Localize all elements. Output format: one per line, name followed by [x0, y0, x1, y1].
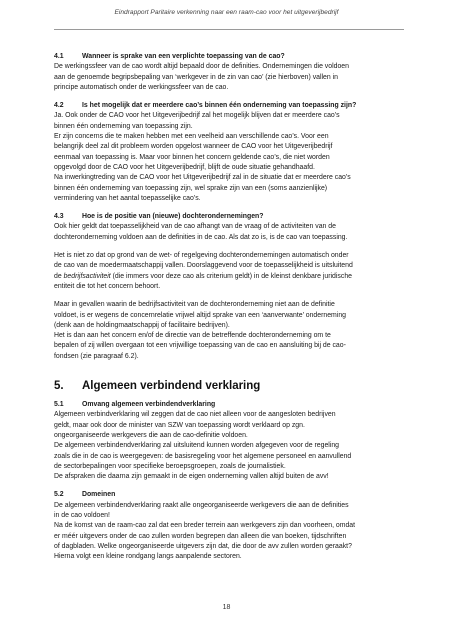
section-heading-4-1 — [54, 52, 410, 62]
chapter-heading-5 — [54, 378, 410, 394]
text-line: aan de genoemde begripsbepaling van ‘werkgever in de zin van cao’ (zie hierboven) vallen in — [54, 73, 338, 81]
text-line: dochteronderneming voldoen aan de definities in de cao. Als dat zo is, is de cao van toepassing. — [54, 233, 348, 241]
text-fragment: de — [54, 272, 64, 280]
header-divider — [54, 29, 404, 30]
section-title: Domeinen — [82, 491, 116, 499]
text-line: Algemeen verbindverklaring wil zeggen dat de cao niet alleen voor de aangesloten bedrijven — [54, 411, 336, 419]
section-number: 4.2 — [54, 102, 64, 110]
emphasis-text: bedrijfsactiviteit — [63, 272, 111, 280]
paragraph — [54, 251, 410, 292]
paragraph — [54, 410, 410, 482]
page-header: Eindrapport Paritaire verkenning naar een raam-cao voor het uitgeverijbedrijf — [114, 9, 339, 16]
text-line: in de cao voldoen! — [54, 511, 110, 519]
text-line: principe automatisch onder de werkingssfeer van de cao. — [54, 83, 229, 91]
text-line: entiteit die tot het concern behoort. — [54, 282, 161, 290]
text-line: Er zijn concerns die te maken hebben met een veelheid aan verschillende cao’s. Voor een — [54, 133, 329, 141]
text-line: binnen één onderneming van toepassing zijn. — [54, 122, 193, 130]
document-body — [54, 52, 410, 562]
section-heading-5-1 — [54, 400, 410, 410]
text-line: Het is niet zo dat op grond van de wet- of regelgeving dochterondernemingen automatisch onder — [54, 252, 349, 260]
text-line — [54, 273, 352, 280]
section-title: Omvang algemeen verbindendverklaring — [82, 401, 216, 409]
text-line: voldoet, is er wegens de concernrelatie vrijwel altijd sprake van een ‘aanverwante’ onderneming — [54, 311, 346, 319]
text-line: De afspraken die daarna zijn gemaakt in de eigen onderneming vallen altijd buiten de avv! — [54, 473, 329, 481]
section-title: Is het mogelijk dat er meerdere cao’s binnen één onderneming van toepassing zijn? — [82, 102, 357, 110]
section-number: 4.1 — [54, 53, 64, 60]
text-line: Ook hier geldt dat toepasselijkheid van de cao afhangt van de vraag of de activiteiten van de — [54, 223, 336, 231]
text-line: Maar in gevallen waarin de bedrijfsactiviteit van de dochteronderneming niet aan de definitie — [54, 301, 335, 309]
text-line: De werkingssfeer van de cao wordt altijd bepaald door de definities. Ondernemingen die voldoen — [54, 63, 349, 71]
text-line: de cao van de moedermaatschappij vallen. Doorslaggevend voor de toepasselijkheid is uitsluitend — [54, 262, 353, 270]
chapter-number: 5. — [54, 380, 64, 393]
text-line: vermindering van het aantal toepasselijke cao’s. — [54, 194, 201, 202]
text-line: geldt, maar ook door de minister van SZW van toepassing wordt verklaard op zgn. — [54, 421, 305, 429]
section-title: Hoe is de positie van (nieuwe) dochterondernemingen? — [82, 213, 264, 221]
section-number: 4.3 — [54, 213, 64, 221]
paragraph — [54, 501, 410, 563]
text-line: ongeorganiseerde werkgevers die aan de cao-definitie voldoen. — [54, 431, 248, 439]
text-line: (denk aan de holdingmaatschappij of facilitaire bedrijven). — [54, 321, 230, 329]
text-line: fondsen (zie paragraaf 6.2). — [54, 352, 139, 360]
text-line: zoals die in de cao is weergegeven: de basisregeling voor het algemene personeel en aanvullend — [54, 452, 352, 460]
text-line: binnen één onderneming van toepassing zijn, wel sprake zijn van een (soms aanzienlijke) — [54, 184, 328, 192]
text-line: Ja. Ook onder de CAO voor het Uitgeverijbedrijf zal het mogelijk blijven dat er meerdere cao’s — [54, 112, 340, 120]
text-line: opgevolgd door de CAO voor het Uitgeverijbedrijf, blijft de oude situatie gehandhaafd. — [54, 163, 315, 171]
paragraph — [54, 111, 410, 204]
text-line: bepalen of zij willen overgaan tot een vrijwillige toepassing van de cao en aansluiting bij de cao- — [54, 342, 346, 350]
text-line: belangrijk deel zal dit probleem worden opgelost wanneer de CAO voor het Uitgeverijbedrijf — [54, 143, 333, 151]
text-line: Na inwerkingtreding van de CAO voor het Uitgeverijbedrijf zal in de situatie dat er meerdere cao’s — [54, 174, 351, 182]
section-heading-5-2 — [54, 490, 410, 500]
section-number: 5.2 — [54, 491, 64, 499]
text-line: Hierna volgt een kleine rondgang langs aanpalende sectoren. — [54, 553, 242, 561]
text-line: Na de komst van de raam-cao zal dat een breder terrein aan werkgevers zijn dan voorheen, omdat — [54, 522, 356, 530]
chapter-title: Algemeen verbindend verklaring — [82, 380, 261, 393]
text-fragment: (die immers voor deze cao als criterium geldt) in de kleinst denkbare juridische — [110, 272, 352, 280]
text-line: De algemeen verbindendverklaring raakt alle ongeorganiseerde werkgevers die aan de definities — [54, 501, 349, 509]
paragraph — [54, 300, 410, 362]
text-line: Het is dan aan het concern en/of de directie van de betreffende dochteronderneming om te — [54, 332, 331, 340]
section-number: 5.1 — [54, 401, 64, 409]
text-line: De algemeen verbindendverklaring zal uitsluitend kunnen worden afgegeven voor de regeling — [54, 442, 339, 450]
text-line: of dagbladen. Welke ongeorganiseerde uitgevers zijn dat, die door de avv zullen worden geraakt? — [54, 542, 352, 550]
section-title: Wanneer is sprake van een verplichte toepassing van de cao? — [82, 53, 285, 60]
text-line: eenmaal van toepassing is. Maar voor binnen het concern geldende cao’s, die niet worden — [54, 153, 330, 161]
text-line: er méér uitgevers onder de cao zullen worden begrepen dan alleen die van boeken, tijdschriften — [54, 532, 347, 540]
section-heading-4-2 — [54, 101, 410, 111]
section-heading-4-3 — [54, 212, 410, 222]
paragraph — [54, 62, 410, 93]
text-line: de sectorbepalingen voor specifieke beroepsgroepen, zoals de journalistiek. — [54, 462, 286, 470]
paragraph — [54, 222, 410, 243]
page-number: 18 — [222, 604, 231, 611]
